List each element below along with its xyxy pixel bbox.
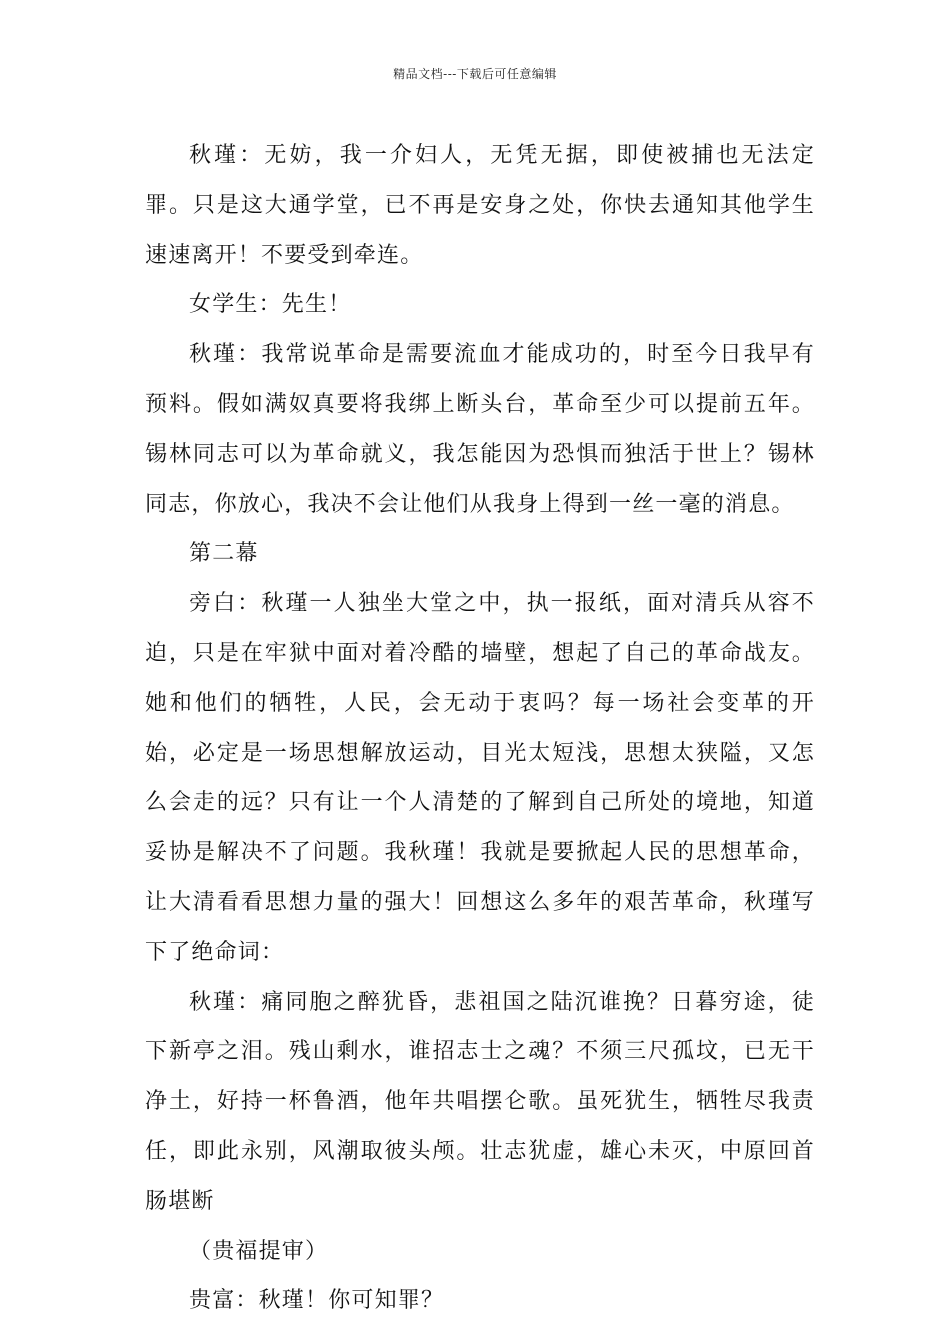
- paragraph-qiujin-revolution: 秋瑾：我常说革命是需要流血才能成功的，时至今日我早有预料。假如满奴真要将我绑上断头台，革命至少可以提前五年。锡林同志可以为革命就义，我怎能因为恐惧而独活于世上？锡林同志，你放心，我决不会让他们从我身上得到一丝一毫的消息。: [145, 342, 815, 517]
- stage-direction-trial: （贵福提审）: [189, 1238, 329, 1264]
- document-body: [145, 131, 815, 1326]
- scene-heading-act-two: 第二幕: [189, 541, 259, 567]
- paragraph-narration: 旁白：秋瑾一人独坐大堂之中，执一报纸，面对清兵从容不迫，只是在牢狱中面对着冷酷的墙壁，想起了自己的革命战友。她和他们的牺牲，人民，会无动于衷吗？每一场社会变革的开始，必定是一场思想解放运动，目光太短浅，思想太狭隘，又怎么会走的远？只有让一个人清楚的了解到自己所处的境地，知道妥协是解决不了问题。我秋瑾！我就是要掀起人民的思想革命，让大清看看思想力量的强大！回想这么多年的艰苦革命，秋瑾写下了绝命词：: [145, 591, 815, 965]
- page-header: 精品文档---下载后可任意编辑: [393, 67, 557, 81]
- paragraph-guifu-question: 贵富：秋瑾！你可知罪？: [189, 1288, 445, 1314]
- paragraph-qiujin-no-matter: 秋瑾：无妨，我一介妇人，无凭无据，即使被捕也无法定罪。只是这大通学堂，已不再是安身之处，你快去通知其他学生速速离开！不要受到牵连。: [145, 143, 815, 268]
- paragraph-female-student: 女学生：先生！: [189, 292, 352, 318]
- paragraph-qiujin-farewell-poem: 秋瑾：痛同胞之醉犹昏，悲祖国之陆沉谁挽？日暮穷途，徒下新亭之泪。残山剩水，谁招志士之魂？不须三尺孤坟，已无干净土，好持一杯鲁酒，他年共唱摆仑歌。虽死犹生，牺牲尽我责任，即此永别，风潮取彼头颅。壮志犹虚，雄心未灭，中原回首肠堪断: [145, 989, 815, 1214]
